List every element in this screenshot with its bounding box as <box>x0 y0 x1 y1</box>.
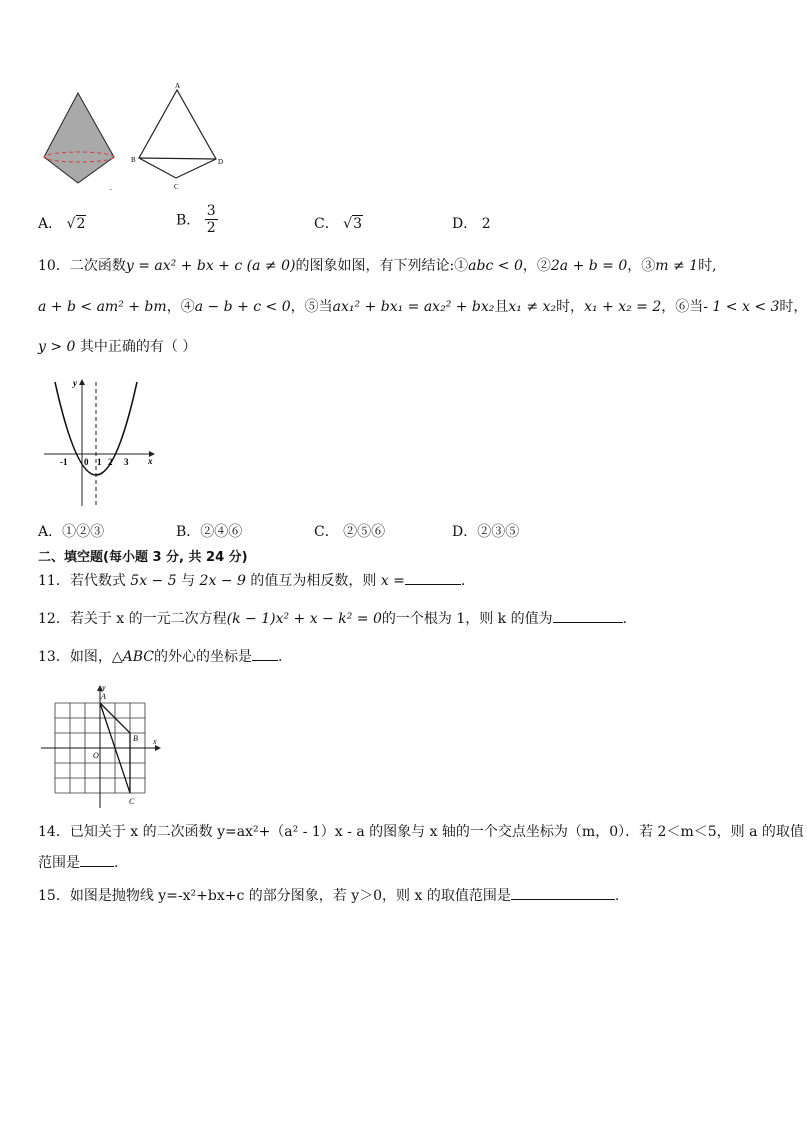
tick-label: 3 <box>124 457 129 467</box>
y-axis-label: y <box>73 378 77 388</box>
tick-label: 0 <box>84 457 89 467</box>
shaded-double-cone <box>44 93 114 183</box>
q10-line-2: a + b < am² + bm，④a − b + c < 0，⑤当ax₁² + bx₁ = ax₂² + bx₂且x₁ ≠ x₂时，x₁ + x₂ = 2，⑥当- 1 < x < 3时， <box>38 299 807 315</box>
q10-parabola-figure <box>38 376 163 511</box>
tick-label: -1 <box>60 457 68 467</box>
option-value: 2 <box>481 216 491 232</box>
question-number: 15． <box>38 888 70 904</box>
q14-line-2: 范围是 . <box>38 852 118 873</box>
point-a-label: A <box>101 692 106 701</box>
tick-label: 1 <box>97 457 102 467</box>
q9-figure <box>36 80 236 195</box>
vertex-b: B <box>131 156 136 164</box>
q9-option-b[interactable] <box>176 203 218 236</box>
answer-blank[interactable] <box>405 570 461 585</box>
option-label: B． <box>176 212 201 229</box>
vertex-d: D <box>218 158 224 166</box>
question-number: 10． <box>38 258 70 274</box>
answer-blank[interactable] <box>553 608 623 623</box>
diagonal-bd <box>139 158 216 159</box>
q12-line: 12．若关于 x 的一元二次方程(k − 1)x² + x − k² = 0的一个根为 1，则 k 的值为 . <box>38 608 627 629</box>
x-axis-label: x <box>153 737 157 746</box>
solid-dots: .. <box>109 184 113 192</box>
q10-line-3: y > 0 其中正确的有（ ） <box>38 339 197 355</box>
answer-blank[interactable] <box>80 852 114 867</box>
question-number: 11． <box>38 573 70 589</box>
option-label: D． <box>452 216 478 232</box>
tick-label: 2 <box>108 457 113 467</box>
sqrt-expression: √2 <box>66 216 86 232</box>
q13-grid-figure <box>38 680 168 810</box>
q9-option-d[interactable] <box>452 213 491 233</box>
section-heading: 二、填空题(每小题 3 分, 共 24 分) <box>38 550 248 565</box>
q10-option-d[interactable]: D．②③⑤ <box>452 524 520 540</box>
option-label: A． <box>38 216 63 232</box>
q10-option-a[interactable]: A．①②③ <box>38 524 105 540</box>
y-axis-label: y <box>102 683 106 692</box>
q9-option-a[interactable] <box>38 213 86 233</box>
x-axis-label: x <box>148 456 153 466</box>
answer-blank[interactable] <box>511 885 615 900</box>
fraction: $\frac{3}{2}$ <box>206 203 216 236</box>
q11-line: 11．若代数式 5x − 5 与 2x − 9 的值互为相反数，则 x = . <box>38 570 465 591</box>
origin-label: O <box>93 751 99 760</box>
q10-option-b[interactable]: B．②④⑥ <box>176 524 243 540</box>
question-number: 13． <box>38 649 70 665</box>
sqrt-expression: √3 <box>343 216 363 232</box>
vertex-c: C <box>174 183 179 191</box>
q9-option-c[interactable] <box>314 213 363 233</box>
question-number: 14． <box>38 824 70 840</box>
q15-line: 15．如图是抛物线 y=-x²+bx+c 的部分图象，若 y＞0，则 x 的取值范围是 . <box>38 885 619 906</box>
quadrilateral-abdc <box>139 90 216 178</box>
vertex-a: A <box>175 82 181 90</box>
q14-line-1: 14．已知关于 x 的二次函数 y=ax²+（a² - 1）x - a 的图象与 x 轴的一个交点坐标为（m，0）．若 2＜m＜5，则 a 的取值 <box>38 824 804 840</box>
answer-blank[interactable] <box>252 646 278 661</box>
option-label: C． <box>314 216 339 232</box>
q10-option-c[interactable]: C． ②⑤⑥ <box>314 524 386 540</box>
point-c-label: C <box>129 797 135 806</box>
q13-line: 13．如图，△ABC的外心的坐标是 . <box>38 646 282 667</box>
point-b-label: B <box>133 734 138 743</box>
q10-line-1: 10．二次函数y = ax² + bx + c (a ≠ 0)的图象如图，有下列结论:①abc < 0，②2a + b = 0，③m ≠ 1时, <box>38 258 717 274</box>
question-number: 12． <box>38 611 70 627</box>
